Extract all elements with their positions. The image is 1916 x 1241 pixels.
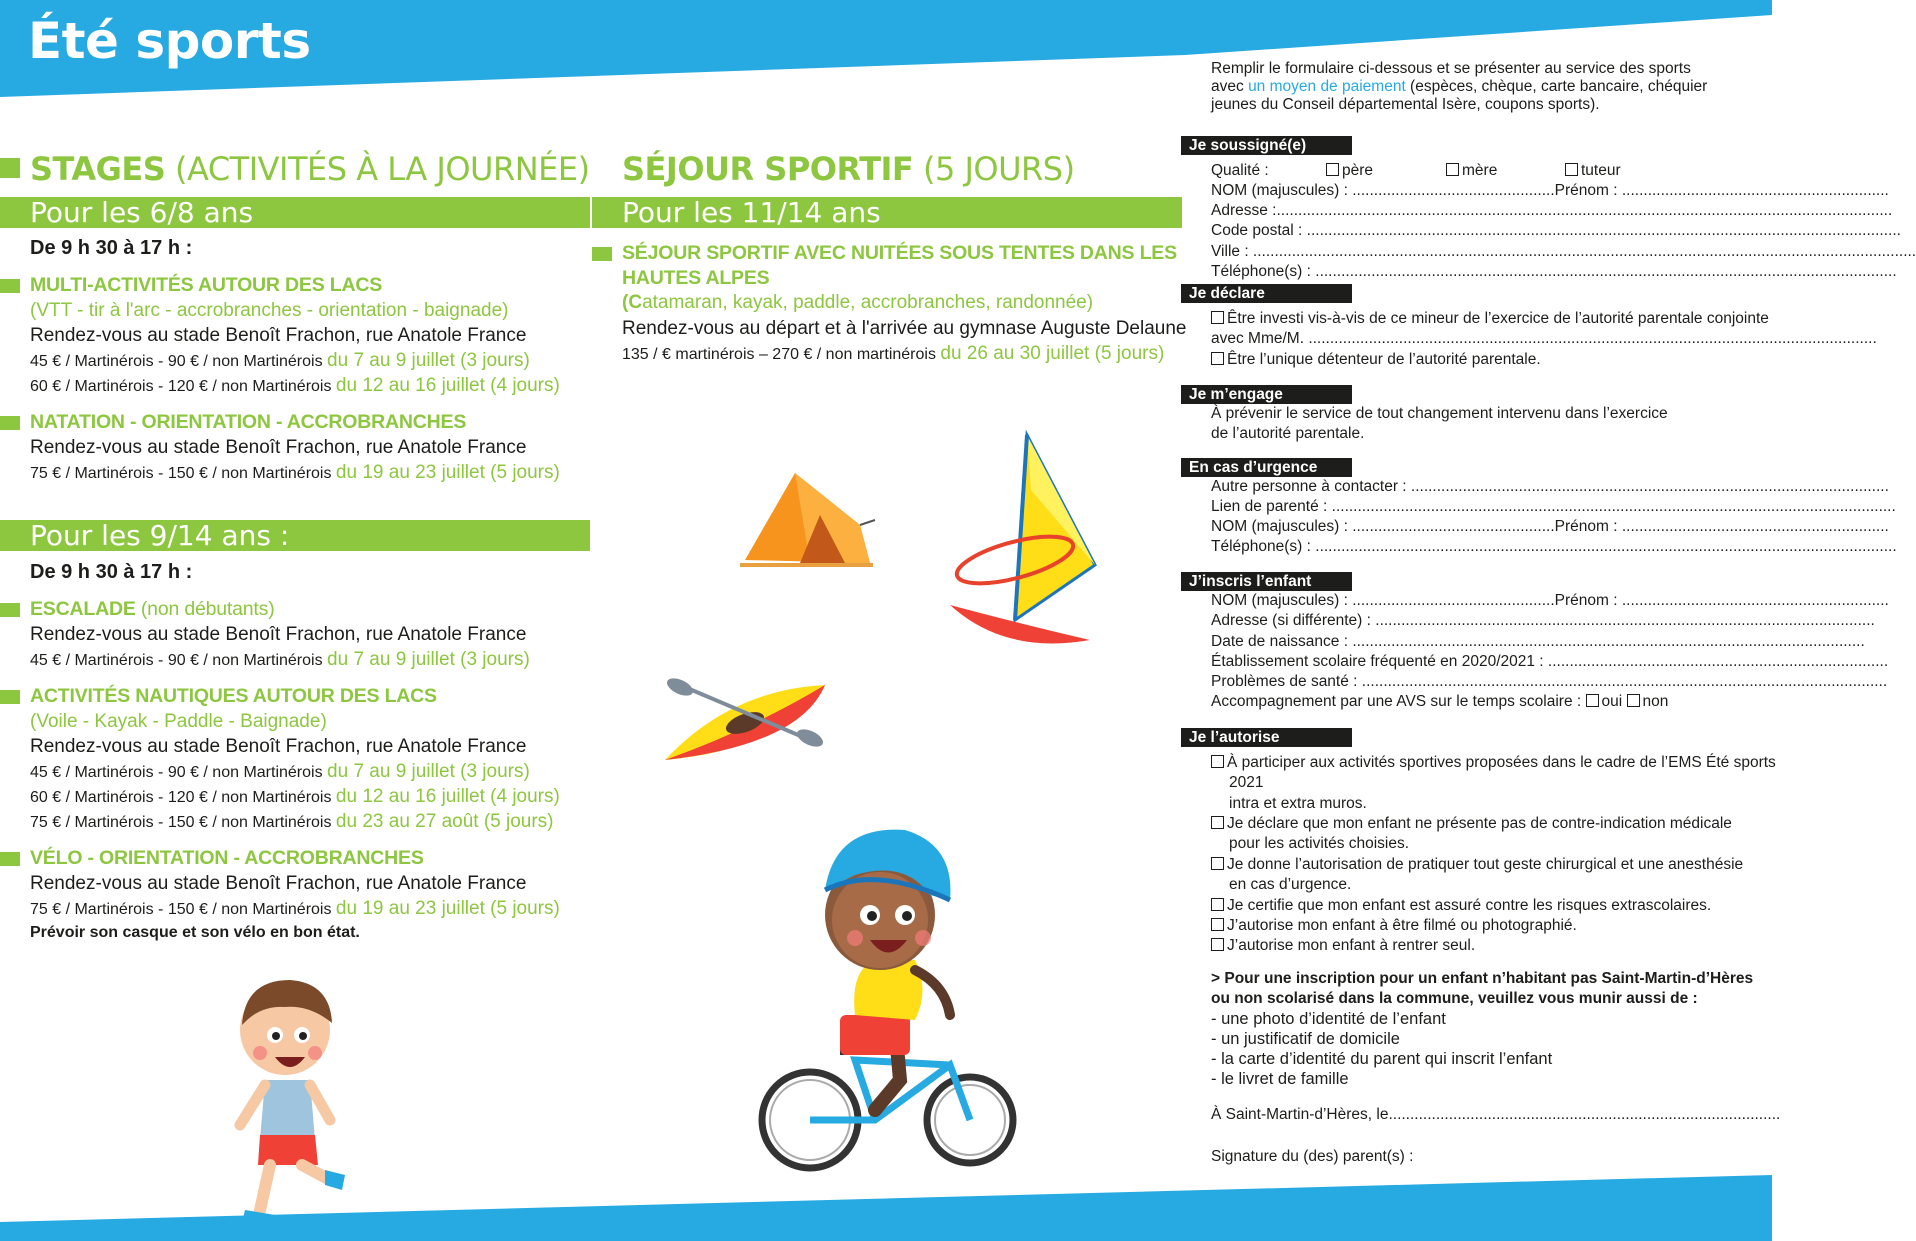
engage-text-2: de l’autorité parentale. <box>1211 425 1365 442</box>
bullet-square <box>0 158 20 178</box>
sejour-title-line2: HAUTES ALPES <box>622 267 770 289</box>
sejour-title-line1: SÉJOUR SPORTIF AVEC NUITÉES SOUS TENTES DANS LES <box>622 242 1177 264</box>
activity-title: ACTIVITÉS NAUTIQUES AUTOUR DES LACS <box>30 685 437 707</box>
autorise-chirurgie[interactable]: Je donne l’autorisation de pratiquer tout geste chirurgical et une anesthésie <box>1211 856 1741 874</box>
nom-prenom-field[interactable]: NOM (majuscules) : ...............................................Prénom : .............................................................. <box>1211 182 1889 199</box>
bullet-square <box>0 690 20 704</box>
adresse-field[interactable]: Adresse :............................................................................................................................................... <box>1211 202 1893 219</box>
section-declare: Je déclare <box>1181 284 1352 303</box>
doc-item: - une photo d’identité de l’enfant <box>1211 1010 1446 1028</box>
section-engage: Je m’engage <box>1181 385 1352 404</box>
doc-item: - un justificatif de domicile <box>1211 1030 1400 1048</box>
declare-avec-field[interactable]: avec Mme/M. .................................................................................................................................... <box>1211 330 1877 347</box>
price-line: 45 € / Martinérois - 90 € / non Martinérois du 7 au 9 juillet (3 jours) <box>30 649 530 670</box>
extra-inscription-note-2: ou non scolarisé dans la commune, veuillez vous munir aussi de : <box>1211 990 1698 1007</box>
enfant-nom-prenom-field[interactable]: NOM (majuscules) : ...............................................Prénom : .............................................................. <box>1211 592 1889 609</box>
activity-title: NATATION - ORIENTATION - ACCROBRANCHES <box>30 411 467 433</box>
doc-item: - la carte d’identité du parent qui inscrit l’enfant <box>1211 1050 1553 1068</box>
price-line: 75 € / Martinérois - 150 € / non Martinérois du 19 au 23 juillet (5 jours) <box>30 462 560 483</box>
bullet-square <box>0 603 20 617</box>
signature-field[interactable]: Signature du (des) parent(s) : <box>1211 1148 1414 1165</box>
kayak-illustration <box>660 675 830 775</box>
price-line: 60 € / Martinérois - 120 € / non Martinérois du 12 au 16 juillet (4 jours) <box>30 786 560 807</box>
checkbox-avs-non[interactable] <box>1627 694 1640 707</box>
hours-label: De 9 h 30 à 17 h : <box>30 237 193 259</box>
price-line: 45 € / Martinérois - 90 € / non Martinérois du 7 au 9 juillet (3 jours) <box>30 761 530 782</box>
sejour-activities: (Catamaran, kayak, paddle, accrobranches, randonnée) <box>622 292 1094 313</box>
section-urgence: En cas d’urgence <box>1181 458 1352 477</box>
autorise-contre-indication-cont: pour les activités choisies. <box>1229 835 1410 852</box>
naissance-field[interactable]: Date de naissance : ....................................................................................................................... <box>1211 633 1865 650</box>
autorise-participer-year: 2021 <box>1229 774 1264 791</box>
activity-title: VÉLO - ORIENTATION - ACCROBRANCHES <box>30 847 424 869</box>
bullet-square <box>0 416 20 430</box>
sante-field[interactable]: Problèmes de santé : .......................................................................................................................... <box>1211 673 1888 690</box>
boy-on-bike-illustration <box>755 820 1015 1175</box>
page-title: Été sports <box>28 12 311 70</box>
fait-a-field[interactable]: À Saint-Martin-d’Hères, le........................................................................................... <box>1211 1106 1781 1123</box>
checkbox-mere[interactable] <box>1446 163 1459 176</box>
autorise-assure[interactable]: Je certifie que mon enfant est assuré contre les risques extrascolaires. <box>1211 897 1741 915</box>
price-line: 135 / € martinérois – 270 € / non martinérois du 26 au 30 juillet (5 jours) <box>622 343 1165 364</box>
telephone-field[interactable]: Téléphone(s) : ....................................................................................................................................... <box>1211 263 1897 280</box>
rendezvous: Rendez-vous au stade Benoît Frachon, rue Anatole France <box>30 736 527 757</box>
rendezvous: Rendez-vous au stade Benoît Frachon, rue Anatole France <box>30 873 527 894</box>
declare-unique-detenteur[interactable]: Être l’unique détenteur de l’autorité parentale. <box>1211 351 1741 369</box>
age-band-9-14: Pour les 9/14 ans : <box>0 520 590 551</box>
qualite-row: Qualité : père mère tuteur <box>1211 162 1621 179</box>
urgence-nom-prenom-field[interactable]: NOM (majuscules) : ...............................................Prénom : .............................................................. <box>1211 518 1889 535</box>
bullet-square <box>0 852 20 866</box>
code-postal-field[interactable]: Code postal : .......................................................................................................................................... <box>1211 222 1901 239</box>
activity-subtitle: (VTT - tir à l'arc - accrobranches - orientation - baignade) <box>30 300 509 321</box>
rendezvous: Rendez-vous au stade Benoît Frachon, rue Anatole France <box>30 325 527 346</box>
engage-text: À prévenir le service de tout changement intervenu dans l’exercice <box>1211 405 1668 422</box>
etablissement-field[interactable]: Établissement scolaire fréquenté en 2020/2021 : ............................................................................... <box>1211 653 1889 670</box>
checkbox-avs-oui[interactable] <box>1586 694 1599 707</box>
activity-title: ESCALADE (non débutants) <box>30 598 275 620</box>
price-line: 45 € / Martinérois - 90 € / non Martinérois du 7 au 9 juillet (3 jours) <box>30 350 530 371</box>
ville-field[interactable]: Ville : .......................................................................................................................................................... <box>1211 243 1916 260</box>
checkbox-pere[interactable] <box>1326 163 1339 176</box>
rendezvous: Rendez-vous au départ et à l'arrivée au gymnase Auguste Delaune <box>622 318 1187 339</box>
sejour-heading: SÉJOUR SPORTIF (5 JOURS) <box>622 150 1075 188</box>
lien-parente-field[interactable]: Lien de parenté : ................................................................................................................................... <box>1211 498 1896 515</box>
age-band-6-8: Pour les 6/8 ans <box>0 197 590 228</box>
extra-inscription-note: > Pour une inscription pour un enfant n’habitant pas Saint-Martin-d’Hères <box>1211 970 1754 987</box>
activity-title: MULTI-ACTIVITÉS AUTOUR DES LACS <box>30 274 383 296</box>
stages-heading: STAGES (ACTIVITÉS À LA JOURNÉE) <box>30 150 590 188</box>
doc-item: - le livret de famille <box>1211 1070 1349 1088</box>
tent-illustration <box>740 465 875 575</box>
autorise-chirurgie-cont: en cas d’urgence. <box>1229 876 1352 893</box>
autorise-contre-indication[interactable]: Je déclare que mon enfant ne présente pas de contre-indication médicale <box>1211 815 1741 833</box>
rendezvous: Rendez-vous au stade Benoît Frachon, rue Anatole France <box>30 624 527 645</box>
hours-label: De 9 h 30 à 17 h : <box>30 561 193 583</box>
autorise-filme[interactable]: J’autorise mon enfant à être filmé ou photographié. <box>1211 917 1741 935</box>
price-line: 75 € / Martinérois - 150 € / non Martinérois du 23 au 27 août (5 jours) <box>30 811 554 832</box>
autorise-rentrer-seul[interactable]: J’autorise mon enfant à rentrer seul. <box>1211 937 1741 955</box>
autorise-participer-cont: intra et extra muros. <box>1229 795 1367 812</box>
autre-personne-field[interactable]: Autre personne à contacter : ............................................................................................................... <box>1211 478 1889 495</box>
price-line: 60 € / Martinérois - 120 € / non Martinérois du 12 au 16 juillet (4 jours) <box>30 375 560 396</box>
section-autorise: Je l’autorise <box>1181 728 1352 747</box>
form-intro: Remplir le formulaire ci-dessous et se présenter au service des sports avec un moyen de paiement (espèces, chèque, carte bancaire, chéquier jeunes du Conseil départemental Isère, coupons sports). <box>1211 60 1708 113</box>
section-inscris: J’inscris l’enfant <box>1181 572 1352 591</box>
price-line: 75 € / Martinérois - 150 € / non Martinérois du 19 au 23 juillet (5 jours) <box>30 898 560 919</box>
rendezvous: Rendez-vous au stade Benoît Frachon, rue Anatole France <box>30 437 527 458</box>
avs-row: Accompagnement par une AVS sur le temps scolaire : oui non <box>1211 693 1669 710</box>
bullet-square <box>0 279 20 293</box>
autorise-participer[interactable]: À participer aux activités sportives proposées dans le cadre de l’EMS Été sports <box>1211 754 1741 772</box>
sailboard-illustration <box>945 430 1105 660</box>
section-soussigne: Je soussigné(e) <box>1181 136 1352 155</box>
enfant-adresse-field[interactable]: Adresse (si différente) : .................................................................................................................... <box>1211 612 1875 629</box>
urgence-telephone-field[interactable]: Téléphone(s) : ....................................................................................................................................... <box>1211 538 1897 555</box>
declare-autorite-conjointe[interactable]: Être investi vis-à-vis de ce mineur de l’exercice de l’autorité parentale conjointe <box>1211 310 1741 328</box>
age-band-11-14: Pour les 11/14 ans <box>592 197 1182 228</box>
equipment-note: Prévoir son casque et son vélo en bon état. <box>30 924 360 941</box>
running-boy-illustration <box>230 975 355 1230</box>
bullet-square <box>592 247 612 261</box>
activity-subtitle: (Voile - Kayak - Paddle - Baignade) <box>30 711 327 732</box>
checkbox-tuteur[interactable] <box>1565 163 1578 176</box>
